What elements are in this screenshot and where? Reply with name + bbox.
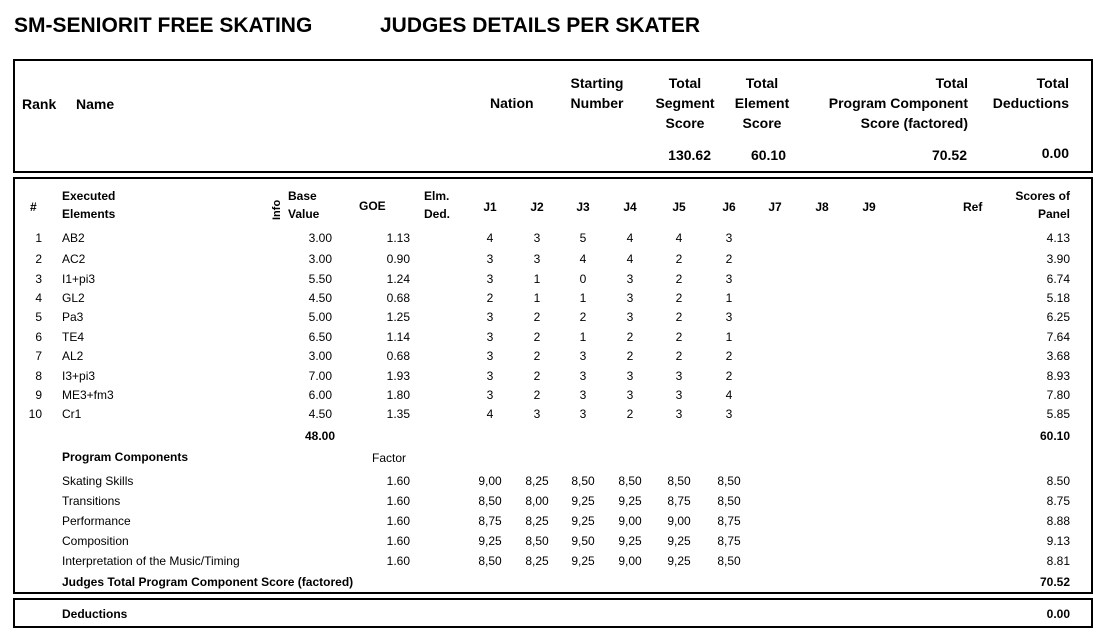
component-judge-score: 9,00 <box>478 474 502 488</box>
deductions-label: Deductions <box>62 607 128 621</box>
pc-total-label: Judges Total Program Component Score (factored) <box>62 575 354 589</box>
element-goe: 1.93 <box>386 369 410 383</box>
total-base-value: 48.00 <box>304 429 335 443</box>
tss-value: 130.62 <box>668 147 711 163</box>
element-judge-score: 4 <box>626 231 634 245</box>
element-judge-score: 2 <box>626 330 634 344</box>
component-judge-score: 8,50 <box>525 534 549 548</box>
element-judge-score: 3 <box>533 407 541 421</box>
element-judge-score: 2 <box>533 369 541 383</box>
component-judge-score: 8,50 <box>717 474 741 488</box>
element-judge-score: 3 <box>626 369 634 383</box>
deductions-box <box>13 598 1093 628</box>
element-judge-score: 2 <box>675 272 683 286</box>
component-judge-score: 9,25 <box>667 554 691 568</box>
deductions-total-label: Total Deductions <box>992 75 1069 111</box>
component-judge-score: 8,50 <box>478 494 502 508</box>
component-judge-score: 9,00 <box>618 554 642 568</box>
total-elements-score: 60.10 <box>1039 429 1070 443</box>
element-judge-score: 2 <box>675 291 683 305</box>
element-goe: 1.35 <box>386 407 410 421</box>
element-base-value: 7.00 <box>308 369 332 383</box>
col-j3: J3 <box>576 200 590 214</box>
element-number: 6 <box>35 330 42 344</box>
element-judge-score: 1 <box>725 291 733 305</box>
component-judge-score: 8,75 <box>478 514 502 528</box>
component-panel-score: 8.88 <box>1046 514 1070 528</box>
element-base-value: 3.00 <box>308 349 332 363</box>
element-base-value: 4.50 <box>308 291 332 305</box>
element-judge-score: 4 <box>725 388 733 402</box>
element-goe: 1.13 <box>386 231 410 245</box>
element-number: 5 <box>35 310 42 324</box>
component-judge-score: 8,25 <box>525 474 549 488</box>
element-judge-score: 2 <box>486 291 494 305</box>
component-judge-score: 8,50 <box>478 554 502 568</box>
component-factor: 1.60 <box>386 514 410 528</box>
component-judge-score: 8,75 <box>717 514 741 528</box>
component-judge-score: 9,25 <box>618 534 642 548</box>
col-ref: Ref <box>963 200 983 214</box>
pc-total-value: 70.52 <box>1039 575 1070 589</box>
element-number: 7 <box>35 349 42 363</box>
col-goe: GOE <box>359 199 386 213</box>
component-judge-score: 9,25 <box>571 514 595 528</box>
element-panel-score: 8.93 <box>1046 369 1070 383</box>
element-base-value: 5.50 <box>308 272 332 286</box>
element-judge-score: 5 <box>579 231 587 245</box>
component-judge-score: 9,25 <box>618 494 642 508</box>
element-name: GL2 <box>62 291 85 305</box>
component-judge-score: 9,25 <box>667 534 691 548</box>
starting-number-label: Starting Number <box>570 75 624 111</box>
element-goe: 1.80 <box>386 388 410 402</box>
element-judge-score: 2 <box>675 349 683 363</box>
element-judge-score: 3 <box>675 407 683 421</box>
element-judge-score: 3 <box>626 388 634 402</box>
element-judge-score: 2 <box>675 330 683 344</box>
element-number: 2 <box>35 252 42 266</box>
element-judge-score: 4 <box>486 407 494 421</box>
element-judge-score: 1 <box>725 330 733 344</box>
element-judge-score: 3 <box>486 388 494 402</box>
tes-value: 60.10 <box>750 147 786 163</box>
element-name: ME3+fm3 <box>62 388 114 402</box>
element-judge-score: 3 <box>725 231 733 245</box>
col-scores-of-panel: Scores of Panel <box>1015 189 1070 221</box>
component-judge-score: 8,50 <box>717 554 741 568</box>
element-judge-score: 0 <box>579 272 587 286</box>
element-goe: 0.68 <box>386 291 410 305</box>
component-judge-score: 9,00 <box>667 514 691 528</box>
component-name: Performance <box>62 514 131 528</box>
element-judge-score: 1 <box>579 291 587 305</box>
element-name: I3+pi3 <box>62 369 96 383</box>
col-elm-ded: Elm. Ded. <box>424 189 451 221</box>
element-judge-score: 4 <box>486 231 494 245</box>
component-judge-score: 9,25 <box>478 534 502 548</box>
element-name: AB2 <box>62 231 85 245</box>
deductions-total-value: 0.00 <box>1041 145 1069 161</box>
element-judge-score: 2 <box>533 349 541 363</box>
col-j9: J9 <box>862 200 876 214</box>
element-judge-score: 4 <box>626 252 634 266</box>
element-base-value: 6.50 <box>308 330 332 344</box>
col-j1: J1 <box>483 200 497 214</box>
component-panel-score: 8.81 <box>1046 554 1070 568</box>
element-judge-score: 3 <box>486 369 494 383</box>
pcs-label: Total Program Component Score (factored) <box>828 75 968 131</box>
element-judge-score: 3 <box>675 369 683 383</box>
element-goe: 1.25 <box>386 310 410 324</box>
element-goe: 1.14 <box>386 330 410 344</box>
element-base-value: 5.00 <box>308 310 332 324</box>
component-name: Composition <box>62 534 129 548</box>
element-judge-score: 3 <box>486 310 494 324</box>
element-judge-score: 3 <box>533 231 541 245</box>
component-judge-score: 8,50 <box>618 474 642 488</box>
tss-label: Total Segment Score <box>655 75 715 131</box>
component-factor: 1.60 <box>386 494 410 508</box>
col-executed-elements: Executed Elements <box>62 189 116 221</box>
element-name: Pa3 <box>62 310 84 324</box>
component-panel-score: 9.13 <box>1046 534 1070 548</box>
element-judge-score: 2 <box>579 310 587 324</box>
element-judge-score: 2 <box>725 349 733 363</box>
col-j4: J4 <box>623 200 637 214</box>
element-judge-score: 3 <box>579 349 587 363</box>
component-panel-score: 8.50 <box>1046 474 1070 488</box>
col-j5: J5 <box>672 200 686 214</box>
component-factor: 1.60 <box>386 474 410 488</box>
element-name: AC2 <box>62 252 86 266</box>
element-goe: 1.24 <box>386 272 410 286</box>
element-name: TE4 <box>62 330 85 344</box>
element-goe: 0.68 <box>386 349 410 363</box>
report-title: JUDGES DETAILS PER SKATER <box>380 14 701 37</box>
component-judge-score: 9,00 <box>618 514 642 528</box>
element-judge-score: 2 <box>533 310 541 324</box>
col-j7: J7 <box>768 200 782 214</box>
tes-label: Total Element Score <box>734 75 790 131</box>
element-judge-score: 2 <box>533 330 541 344</box>
component-judge-score: 8,50 <box>717 494 741 508</box>
element-number: 3 <box>35 272 42 286</box>
element-panel-score: 7.64 <box>1046 330 1070 344</box>
element-panel-score: 4.13 <box>1046 231 1070 245</box>
element-judge-score: 3 <box>626 291 634 305</box>
element-judge-score: 2 <box>626 349 634 363</box>
component-judge-score: 9,25 <box>571 554 595 568</box>
rank-label: Rank <box>22 96 57 112</box>
event-title: SM-SENIORIT FREE SKATING <box>14 14 313 37</box>
component-judge-score: 8,25 <box>525 554 549 568</box>
element-judge-score: 3 <box>725 272 733 286</box>
element-judge-score: 1 <box>579 330 587 344</box>
element-judge-score: 3 <box>725 310 733 324</box>
element-judge-score: 3 <box>675 388 683 402</box>
element-panel-score: 6.25 <box>1046 310 1070 324</box>
element-base-value: 4.50 <box>308 407 332 421</box>
nation-label: Nation <box>490 95 534 111</box>
element-number: 8 <box>35 369 42 383</box>
element-judge-score: 2 <box>675 310 683 324</box>
element-number: 4 <box>35 291 42 305</box>
element-panel-score: 5.18 <box>1046 291 1070 305</box>
element-number: 10 <box>28 407 42 421</box>
element-panel-score: 3.90 <box>1046 252 1070 266</box>
element-judge-score: 1 <box>533 291 541 305</box>
element-panel-score: 3.68 <box>1046 349 1070 363</box>
element-base-value: 6.00 <box>308 388 332 402</box>
element-name: Cr1 <box>62 407 82 421</box>
element-judge-score: 3 <box>486 330 494 344</box>
element-judge-score: 4 <box>675 231 683 245</box>
element-judge-score: 3 <box>533 252 541 266</box>
element-panel-score: 6.74 <box>1046 272 1070 286</box>
component-judge-score: 9,25 <box>571 494 595 508</box>
component-judge-score: 8,25 <box>525 514 549 528</box>
element-panel-score: 5.85 <box>1046 407 1070 421</box>
element-name: AL2 <box>62 349 84 363</box>
element-judge-score: 2 <box>626 407 634 421</box>
element-judge-score: 3 <box>579 407 587 421</box>
component-judge-score: 8,75 <box>667 494 691 508</box>
element-judge-score: 2 <box>725 252 733 266</box>
component-judge-score: 8,50 <box>667 474 691 488</box>
col-j8: J8 <box>815 200 829 214</box>
component-judge-score: 8,50 <box>571 474 595 488</box>
element-judge-score: 2 <box>533 388 541 402</box>
element-panel-score: 7.80 <box>1046 388 1070 402</box>
element-judge-score: 3 <box>579 369 587 383</box>
element-judge-score: 4 <box>579 252 587 266</box>
component-judge-score: 8,75 <box>717 534 741 548</box>
element-judge-score: 3 <box>486 349 494 363</box>
col-info: Info <box>271 199 283 220</box>
col-j6: J6 <box>722 200 736 214</box>
component-name: Skating Skills <box>62 474 134 488</box>
program-components-title: Program Components <box>62 450 189 464</box>
component-judge-score: 9,50 <box>571 534 595 548</box>
component-panel-score: 8.75 <box>1046 494 1070 508</box>
element-judge-score: 3 <box>486 272 494 286</box>
deductions-value: 0.00 <box>1046 607 1070 621</box>
element-judge-score: 3 <box>725 407 733 421</box>
component-judge-score: 8,00 <box>525 494 549 508</box>
element-judge-score: 1 <box>533 272 541 286</box>
element-number: 9 <box>35 388 42 402</box>
pcs-value: 70.52 <box>931 147 967 163</box>
element-base-value: 3.00 <box>308 252 332 266</box>
col-base-value: Base Value <box>288 189 320 221</box>
component-factor: 1.60 <box>386 554 410 568</box>
col-j2: J2 <box>530 200 544 214</box>
details-box <box>13 177 1093 594</box>
element-base-value: 3.00 <box>308 231 332 245</box>
element-goe: 0.90 <box>386 252 410 266</box>
element-judge-score: 3 <box>626 272 634 286</box>
element-number: 1 <box>35 231 42 245</box>
element-judge-score: 3 <box>626 310 634 324</box>
component-name: Interpretation of the Music/Timing <box>62 554 240 568</box>
element-judge-score: 3 <box>486 252 494 266</box>
col-number: # <box>30 200 37 214</box>
element-judge-score: 3 <box>579 388 587 402</box>
component-factor: 1.60 <box>386 534 410 548</box>
element-judge-score: 2 <box>675 252 683 266</box>
element-judge-score: 2 <box>725 369 733 383</box>
name-label: Name <box>76 96 115 112</box>
element-name: I1+pi3 <box>62 272 96 286</box>
factor-header: Factor <box>372 451 407 465</box>
component-name: Transitions <box>62 494 121 508</box>
